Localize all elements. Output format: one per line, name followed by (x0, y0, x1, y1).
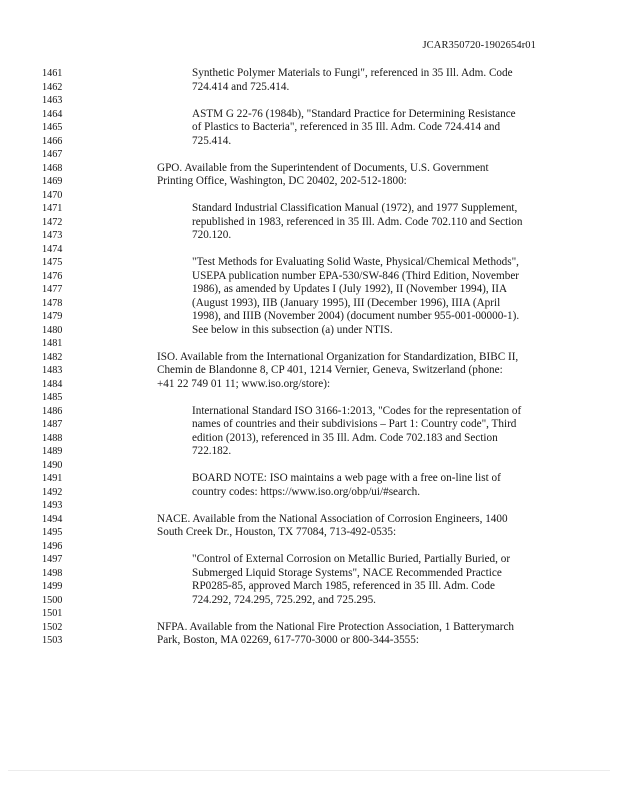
document-line (0, 634, 618, 648)
document-line (0, 445, 618, 459)
reference-entry-line: country codes: https://www.iso.org/obp/ui/#search. (192, 485, 421, 498)
line-number: 1484 (42, 378, 63, 390)
source-paragraph-line: +41 22 749 01 11; www.iso.org/store): (157, 377, 331, 390)
reference-entry-line: Submerged Liquid Storage Systems", NACE Recommended Practice (192, 566, 502, 579)
reference-entry-line: 1986), as amended by Updates I (July 1992), II (November 1994), IIA (192, 283, 508, 295)
source-paragraph-line: ISO. Available from the International Organization for Standardization, BIBC II, (157, 350, 519, 363)
line-number: 1488 (42, 432, 63, 444)
document-line (0, 337, 618, 351)
line-number: 1466 (42, 135, 63, 147)
document-line (0, 324, 618, 338)
reference-entry-line: BOARD NOTE: ISO maintains a web page with a free on-line list of (192, 472, 501, 484)
document-body (0, 67, 618, 648)
reference-entry-line: USEPA publication number EPA-530/SW-846 (Third Edition, November (192, 269, 520, 282)
reference-entry-line: 722.182. (192, 445, 232, 457)
document-line (0, 594, 618, 608)
document-line (0, 94, 618, 108)
document-line (0, 513, 618, 527)
line-number: 1477 (42, 284, 63, 295)
line-number: 1478 (42, 297, 63, 309)
document-line (0, 405, 618, 419)
line-number: 1462 (42, 81, 63, 93)
line-number: 1464 (42, 108, 63, 120)
document-line (0, 432, 618, 446)
document-line (0, 418, 618, 432)
document-line (0, 310, 618, 324)
line-number: 1463 (42, 95, 63, 106)
document-line (0, 526, 618, 540)
document-line (0, 229, 618, 243)
document-line (0, 580, 618, 594)
document-line (0, 202, 618, 216)
document-line (0, 472, 618, 486)
source-paragraph-line: NACE. Available from the National Association of Corrosion Engineers, 1400 (157, 512, 508, 525)
reference-entry-line: names of countries and their subdivisions – Part 1: Country code", Third (192, 418, 517, 430)
reference-entry-line: 1998), and IIIB (November 2004) (document number 955-001-00000-1). (192, 310, 520, 322)
document-line (0, 459, 618, 473)
line-number: 1482 (42, 351, 63, 363)
source-paragraph-line: South Creek Dr., Houston, TX 77084, 713-492-0535: (157, 526, 397, 538)
line-number: 1495 (42, 527, 63, 538)
line-number: 1493 (42, 500, 63, 511)
line-number: 1489 (42, 446, 63, 457)
document-line (0, 378, 618, 392)
reference-entry-line: edition (2013), referenced in 35 Ill. Adm. Code 702.183 and Section (192, 431, 498, 444)
line-number: 1472 (42, 216, 63, 228)
line-number: 1461 (42, 68, 63, 79)
reference-entry-line: "Control of External Corrosion on Metallic Buried, Partially Buried, or (192, 553, 511, 565)
line-number: 1479 (42, 311, 63, 322)
line-number: 1469 (42, 176, 63, 187)
line-number: 1499 (42, 581, 63, 592)
document-line (0, 607, 618, 621)
document-line (0, 148, 618, 162)
line-number: 1496 (42, 540, 63, 552)
reference-entry-line: "Test Methods for Evaluating Solid Waste, Physical/Chemical Methods", (192, 256, 519, 268)
line-number: 1483 (42, 365, 63, 376)
line-number: 1470 (42, 189, 63, 201)
reference-entry-line: ASTM G 22-76 (1984b), "Standard Practice for Determining Resistance (192, 107, 516, 120)
document-line (0, 67, 618, 81)
source-paragraph-line: Chemin de Blandonne 8, CP 401, 1214 Vernier, Geneva, Switzerland (phone: (157, 364, 503, 376)
document-line (0, 297, 618, 311)
reference-entry-line: See below in this subsection (a) under NTIS. (192, 323, 393, 336)
document-line (0, 567, 618, 581)
document-line (0, 189, 618, 203)
document-line (0, 364, 618, 378)
reference-entry-line: (August 1993), IIB (January 1995), III (December 1996), IIIA (April (192, 296, 501, 309)
reference-entry-line: 724.414 and 725.414. (192, 80, 290, 93)
document-line (0, 486, 618, 500)
document-line (0, 499, 618, 513)
reference-entry-line: 724.292, 724.295, 725.292, and 725.295. (192, 593, 376, 606)
line-number: 1503 (42, 635, 63, 646)
line-number: 1476 (42, 270, 63, 282)
document-line (0, 351, 618, 365)
document-line (0, 283, 618, 297)
document-line (0, 391, 618, 405)
reference-entry-line: Standard Industrial Classification Manual (1972), and 1977 Supplement, (192, 202, 518, 214)
document-line (0, 108, 618, 122)
reference-entry-line: of Plastics to Bacteria", referenced in 35 Ill. Adm. Code 724.414 and (192, 121, 501, 133)
line-number: 1475 (42, 257, 63, 268)
document-line (0, 270, 618, 284)
line-number: 1490 (42, 459, 63, 471)
line-number: 1491 (42, 473, 63, 484)
line-number: 1468 (42, 162, 63, 174)
reference-entry-line: Synthetic Polymer Materials to Fungi", referenced in 35 Ill. Adm. Code (192, 67, 513, 79)
source-paragraph-line: Printing Office, Washington, DC 20402, 202-512-1800: (157, 175, 407, 187)
line-number: 1485 (42, 392, 63, 403)
line-number: 1474 (42, 243, 63, 255)
line-number: 1481 (42, 338, 63, 349)
line-number: 1486 (42, 405, 63, 417)
document-line (0, 216, 618, 230)
document-id-header: JCAR350720-1902654r01 (422, 40, 536, 51)
line-number: 1502 (42, 621, 63, 633)
source-paragraph-line: NFPA. Available from the National Fire Protection Association, 1 Batterymarch (157, 620, 515, 633)
line-number: 1471 (42, 203, 63, 214)
line-number: 1487 (42, 419, 63, 430)
reference-entry-line: International Standard ISO 3166-1:2013, "Codes for the representation of (192, 404, 522, 417)
document-line (0, 256, 618, 270)
line-number: 1497 (42, 554, 63, 565)
line-number: 1473 (42, 230, 63, 241)
document-line (0, 621, 618, 635)
line-number: 1494 (42, 513, 63, 525)
source-paragraph-line: Park, Boston, MA 02269, 617-770-3000 or 800-344-3555: (157, 634, 419, 646)
document-line (0, 243, 618, 257)
document-line (0, 540, 618, 554)
source-paragraph-line: GPO. Available from the Superintendent of Documents, U.S. Government (157, 161, 489, 174)
line-number: 1492 (42, 486, 63, 498)
reference-entry-line: republished in 1983, referenced in 35 Ill. Adm. Code 702.110 and Section (192, 215, 523, 228)
document-line (0, 135, 618, 149)
reference-entry-line: 725.414. (192, 134, 232, 147)
reference-entry-line: RP0285-85, approved March 1985, referenced in 35 Ill. Adm. Code (192, 580, 495, 592)
page-bottom-rule (8, 770, 610, 771)
document-line (0, 81, 618, 95)
line-number: 1500 (42, 594, 63, 606)
document-line (0, 553, 618, 567)
document-line (0, 162, 618, 176)
line-number: 1467 (42, 149, 63, 160)
line-number: 1501 (42, 608, 63, 619)
document-line (0, 175, 618, 189)
reference-entry-line: 720.120. (192, 229, 232, 241)
line-number: 1465 (42, 122, 63, 133)
document-line (0, 121, 618, 135)
line-number: 1480 (42, 324, 63, 336)
line-number: 1498 (42, 567, 63, 579)
